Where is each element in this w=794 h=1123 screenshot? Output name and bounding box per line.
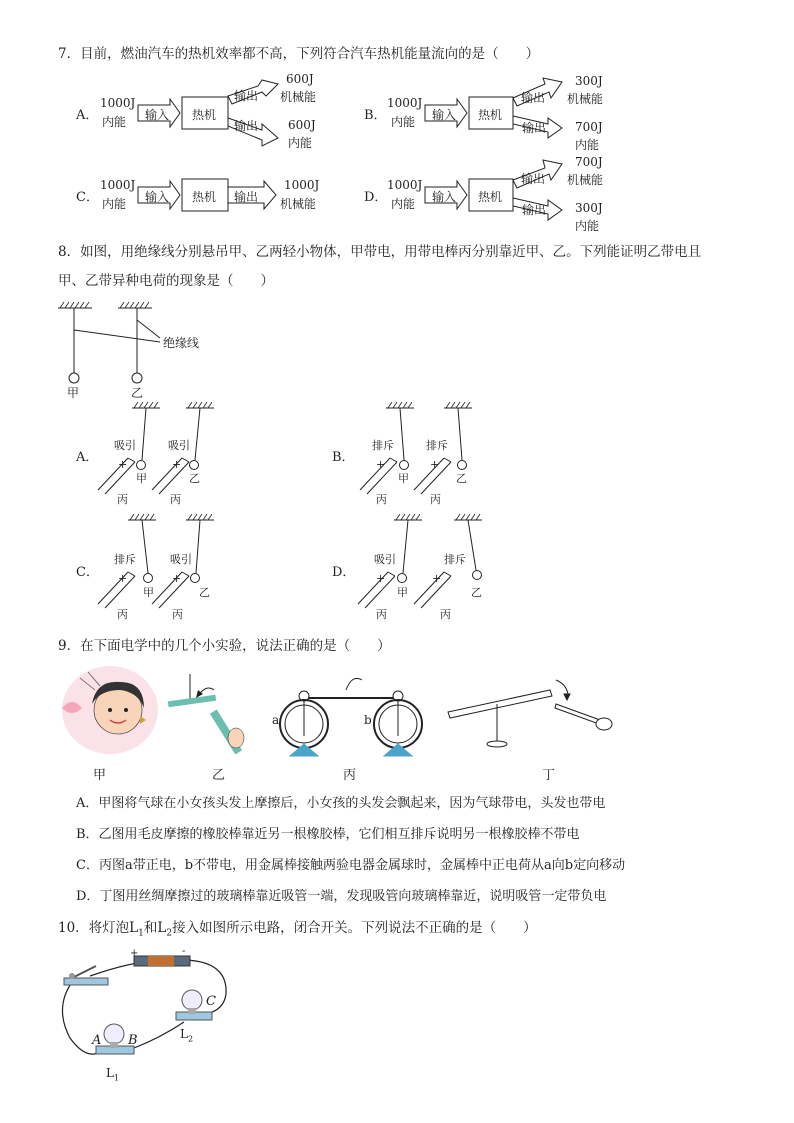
q7-d-out2-label: 输出 [522,203,547,217]
q8-c-left-effect: 排斥 [114,553,136,566]
label-c: C [206,994,216,1009]
q7-b-out1-label: 输出 [521,91,546,105]
q10-stem-sub2: 2 [166,928,173,939]
q7-c-out1-label: 输出 [234,190,259,204]
q8-d-jia: 甲 [397,586,408,599]
q10-circuit [0,948,794,1088]
q7-d-out1-label: 输出 [521,172,546,186]
q8-d-letter: D． [332,565,356,580]
q8-c-jia: 甲 [143,586,154,599]
q9-caption-bing: 丙 [343,768,357,783]
q7-d-letter: D． [364,190,388,205]
q8-b-left-effect: 排斥 [372,439,394,452]
q8-a-jia: 甲 [136,472,147,485]
electroscopes-illustration [280,678,422,756]
q8-a-rod1: 丙 [117,493,128,506]
q7-a-letter: A． [76,108,99,123]
q10-stem [58,918,537,944]
q9-figures [0,660,794,760]
q7-b-out1-type: 机械能 [567,92,604,106]
label-l2 [180,1027,193,1043]
q8-c-plus2: + [172,572,182,585]
q8-d-right-effect: 排斥 [444,553,466,566]
q10-stem-prefix: 10．将灯泡L [58,920,139,936]
q8-c-rod2: 丙 [172,608,183,621]
q8-a-yi: 乙 [189,472,200,485]
q7-a-out1-amount: 600J [286,72,314,86]
q7-d-in-type: 内能 [391,197,416,211]
q7-a-out2-label: 输出 [234,119,259,133]
q9-caption-jia: 甲 [93,768,107,783]
q7-c-in-amount: 1000J [100,178,136,192]
q7-stem: 7．目前，燃油汽车的热机效率都不高，下列符合汽车热机能量流向的是（ ） [58,46,540,62]
q7-c-letter: C． [76,190,99,205]
q8-c-letter: C． [76,565,99,580]
q9-stem: 9．在下面电学中的几个小实验，说法正确的是（ ） [58,638,391,654]
q8-b-jia: 甲 [398,472,409,485]
q7-c-in-type: 内能 [102,197,127,211]
q9-choice-d: D．丁图用丝绸摩擦过的玻璃棒靠近吸管一端，发现吸管向玻璃棒靠近，说明吸管一定带负电 [76,889,607,904]
battery-icon [134,956,190,966]
q8-c-rod1: 丙 [117,608,128,621]
q7-d-in-label: 输入 [432,190,457,204]
q8-d-left-effect: 吸引 [374,553,396,566]
q9-caption-yi: 乙 [212,768,226,783]
q8-b-letter: B． [332,450,355,465]
q7-a-out1-label: 输出 [234,89,259,103]
q7-d-out2-amount: 300J [575,201,603,215]
q8-a-left-effect: 吸引 [114,439,136,452]
q10-stem-suffix: 接入如图所示电路，闭合开关。下列说法不正确的是（ ） [172,920,537,936]
rubber-rods-illustration [168,674,244,754]
q7-a-out2-amount: 600J [288,118,316,132]
q8-a-letter: A． [76,450,99,465]
q8-b-yi: 乙 [456,472,467,485]
q7-b-letter: B． [364,108,387,123]
q9-choice-c: C．丙图a带正电，b不带电，用金属棒接触两验电器金属球时，金属棒中正电荷从a向b定向移动 [76,858,626,873]
q8-a-right-effect: 吸引 [168,439,190,452]
q8-jia-label: 甲 [67,386,80,400]
q7-d-out1-amount: 700J [575,155,603,169]
battery-plus: + [130,948,139,959]
q7-d-out2-type: 内能 [575,219,600,233]
q10-stem-mid: 和L [143,920,167,936]
label-l2-l: L [180,1027,188,1041]
label-l1-sub: 1 [113,1073,120,1083]
q7-a-in-label: 输入 [145,108,170,122]
q7-c-out1-amount: 1000J [284,178,320,192]
q7-b-in-label: 输入 [432,108,457,122]
q10-stem-sub1: 1 [138,928,144,939]
label-l2-sub: 2 [187,1034,194,1044]
q8-stem-line2: 甲、乙带异种电荷的现象是（ ） [58,273,274,289]
q8-yi-label: 乙 [131,386,144,400]
q8-b-rod1: 丙 [376,493,387,506]
q8-a-plus2: + [172,458,182,471]
q9-choice-b: B．乙图用毛皮摩擦的橡胶棒靠近另一根橡胶棒，它们相互排斥说明另一根橡胶棒不带电 [76,827,580,842]
q7-b-engine: 热机 [478,108,503,122]
q7-b-out1-amount: 300J [575,74,603,88]
q8-d-rod1: 丙 [376,608,387,621]
q7-a-engine: 热机 [192,108,217,122]
q8-d-plus2: + [432,572,442,585]
q7-d-engine: 热机 [478,190,503,204]
q8-a-plus1: + [118,458,128,471]
q8-c-yi: 乙 [199,586,210,599]
q9-choice-a: A．甲图将气球在小女孩头发上摩擦后，小女孩的头发会飘起来，因为气球带电，头发也带电 [76,796,606,811]
q9-caption-ding: 丁 [542,768,556,783]
q7-c-out1-type: 机械能 [280,197,317,211]
q9-label-a: a [272,713,280,727]
q8-b-right-effect: 排斥 [426,439,448,452]
q8-stem-line1: 8．如图，用绝缘线分别悬吊甲、乙两轻小物体，甲带电，用带电棒丙分别靠近甲、乙。下列能证明乙带电且 [58,244,702,260]
q7-b-out2-amount: 700J [575,120,603,134]
label-a: A [92,1033,102,1048]
q7-a-out2-type: 内能 [288,136,313,150]
q8-b-rod2: 丙 [430,493,441,506]
q7-b-in-type: 内能 [391,115,416,129]
label-l1 [106,1066,119,1082]
q7-c-engine: 热机 [192,190,217,204]
q8-d-yi: 乙 [471,586,482,599]
q7-b-in-amount: 1000J [387,96,423,110]
q7-a-in-type: 内能 [102,115,127,129]
q7-a-out1-type: 机械能 [280,90,317,104]
girl-balloon-illustration [62,666,158,754]
q7-b-out2-type: 内能 [575,138,600,152]
q9-label-b: b [364,713,372,727]
q8-wire-label: 绝缘线 [163,336,200,350]
q7-c-in-label: 输入 [145,190,170,204]
q7-d-out1-type: 机械能 [567,173,604,187]
q8-d-rod2: 丙 [440,608,451,621]
q8-b-plus2: + [430,458,440,471]
q8-c-right-effect: 吸引 [170,553,192,566]
q7-d-in-amount: 1000J [387,178,423,192]
battery-minus: - [182,946,186,957]
q7-a-in-amount: 1000J [100,96,136,110]
label-l1-l: L [106,1066,114,1080]
q7-b-out2-label: 输出 [522,121,547,135]
q8-d-plus1: + [376,572,386,585]
straw-pivot-illustration [448,680,612,747]
q8-a-rod2: 丙 [170,493,181,506]
switch-icon [64,966,108,985]
q8-b-plus1: + [376,458,386,471]
q8-c-plus1: + [118,572,128,585]
label-b: B [128,1033,138,1048]
